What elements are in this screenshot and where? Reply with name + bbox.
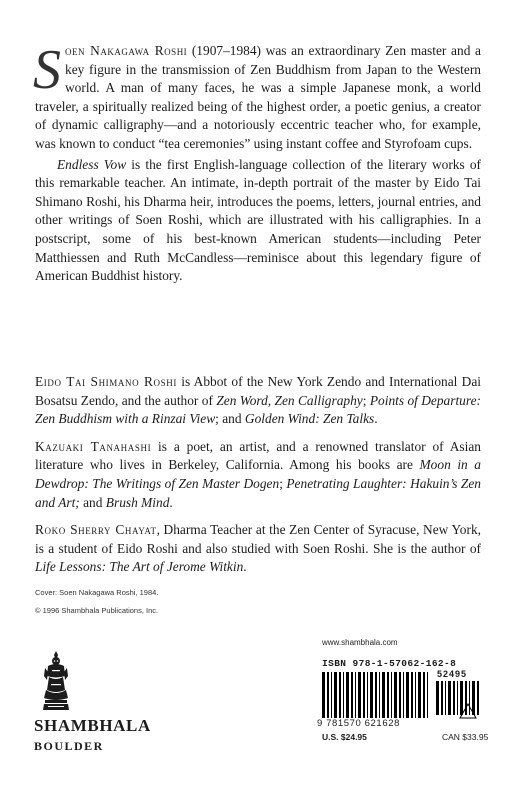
barcode-bar xyxy=(441,681,443,715)
bio-text: ; and xyxy=(215,411,245,427)
barcode-bar xyxy=(445,681,446,715)
book-title: Moon in a Dewdrop: The Writings of Zen Master Dogen xyxy=(35,457,481,491)
addon-digits: 52495 xyxy=(437,669,468,679)
barcode-bar xyxy=(379,672,380,718)
barcode-bar xyxy=(453,681,455,715)
publisher-website[interactable]: www.shambhala.com xyxy=(322,638,398,647)
subject-name: oen Nakagawa Roshi xyxy=(65,43,188,58)
bio-eido xyxy=(35,373,481,429)
bio-text: ; xyxy=(279,475,287,491)
credits xyxy=(35,588,158,624)
barcode-bar xyxy=(427,672,428,718)
barcode-bar xyxy=(322,672,325,718)
bio-text: . xyxy=(169,494,173,510)
bio-text: . xyxy=(243,559,247,575)
barcode-bar xyxy=(343,672,344,718)
price-us: U.S. $24.95 xyxy=(322,732,367,742)
blurb-paragraph-2 xyxy=(35,156,481,286)
drop-cap: S xyxy=(33,39,61,101)
blurb-paragraph-1 xyxy=(33,39,481,154)
copyright: © 1996 Shambhala Publications, Inc. xyxy=(35,606,159,615)
book-title: Zen Word, Zen Calligraphy xyxy=(216,392,363,408)
barcode-bar xyxy=(363,672,365,718)
cover-blurb xyxy=(33,39,481,286)
cover-credit: Cover: Soen Nakagawa Roshi, 1984. xyxy=(35,588,159,597)
barcode-bar xyxy=(436,681,439,715)
barcode-bar xyxy=(331,672,332,718)
author-name: Roko Sherry Chayat xyxy=(35,522,157,538)
barcode-bar xyxy=(391,672,392,718)
bio-text: is Abbot of the New York Zendo and International Dai Bosatsu Zendo, and the author of xyxy=(35,374,481,408)
barcode-bar xyxy=(334,672,337,718)
book-title: Golden Wind: Zen Talks xyxy=(244,411,375,427)
blurb-text-1: (1907–1984) was an extraordinary Zen master and a key figure in the transmission of Zen Buddhism from Japan to the Western world. A man of many faces, he was a simple Japanese monk, a world traveler, a spiritually realized being of the highest order, a poetic genius, a creator of dynamic calligraphy—and a notoriously eccentric teacher who, for example, was known to conduct “tea ceremonies” using instant coffee and Styrofoam cups. xyxy=(35,43,481,151)
barcode-bar xyxy=(399,672,401,718)
barcode-bar xyxy=(406,672,409,718)
book-title: Endless Vow xyxy=(57,156,127,172)
barcode-bar xyxy=(370,672,373,718)
ean-barcode xyxy=(322,672,432,724)
triangle-icon xyxy=(459,703,477,719)
barcode-bar xyxy=(415,672,416,718)
barcode-bar xyxy=(448,681,451,715)
author-name: Kazuaki Tanahashi xyxy=(35,438,152,454)
isbn-label: ISBN 978-1-57062-162-8 xyxy=(322,658,457,669)
bio-text: . xyxy=(374,411,378,427)
book-title: Penetrating Laughter: Hakuin’s Zen and Art; xyxy=(35,475,481,510)
bio-text: and xyxy=(79,494,106,510)
barcode-bar xyxy=(387,672,389,718)
barcode-bar xyxy=(477,681,479,715)
barcode-bar xyxy=(346,672,349,718)
barcode-bar xyxy=(351,672,353,718)
ean-digits: 9 781570 621628 xyxy=(317,718,400,729)
barcode-bar xyxy=(367,672,368,718)
barcode-bar xyxy=(411,672,413,718)
bio-text: is a poet, an artist, and a renowned translator of Asian literature who lives in Berkeley, California. Among his books are xyxy=(35,438,481,473)
author-bios xyxy=(35,373,481,586)
blurb-text-2: is the first English-language collection of the literary works of this remarkable teacher. An intimate, in-depth portrait of the master by Eido Tai Shimano Roshi, his Dharma heir, introduces the poems, letters, journal entries, and other writings of Soen Roshi, which are illustrated with his calligraphies. In a postscript, some of his best-known American students—including Peter Matthiessen and Ruth McCandless—reminisce about this legendary figure of American Buddhist history. xyxy=(35,156,481,284)
barcode-bar xyxy=(394,672,397,718)
barcode-bar xyxy=(382,672,385,718)
barcode-bar xyxy=(339,672,341,718)
bio-kazuaki xyxy=(35,438,481,512)
bio-text: , Dharma Teacher at the Zen Center of Syracuse, New York, is a student of Eido Roshi and also studied with Soen Roshi. She is the author of xyxy=(35,522,481,556)
price-can: CAN $33.95 xyxy=(442,732,489,742)
barcode-bar xyxy=(403,672,404,718)
barcode-bar xyxy=(423,672,425,718)
book-title: Life Lessons: The Art of Jerome Witkin xyxy=(35,559,244,575)
barcode-bar xyxy=(327,672,329,718)
shambhala-deity-logo-icon xyxy=(42,650,70,712)
barcode-bar xyxy=(457,681,458,715)
bio-roko xyxy=(35,521,481,577)
publisher-name: SHAMBHALA xyxy=(34,716,151,735)
author-name: Eido Tai Shimano Roshi xyxy=(35,374,177,389)
book-title: Brush Mind xyxy=(105,494,170,510)
bio-text: ; xyxy=(362,392,370,408)
barcode-bar xyxy=(418,672,421,718)
barcode-bar xyxy=(375,672,377,718)
barcode-bar xyxy=(358,672,361,718)
barcode-bar xyxy=(355,672,356,718)
book-title: Points of Departure: Zen Buddhism with a Rinzai View xyxy=(35,392,481,427)
publisher-city: BOULDER xyxy=(34,739,104,753)
